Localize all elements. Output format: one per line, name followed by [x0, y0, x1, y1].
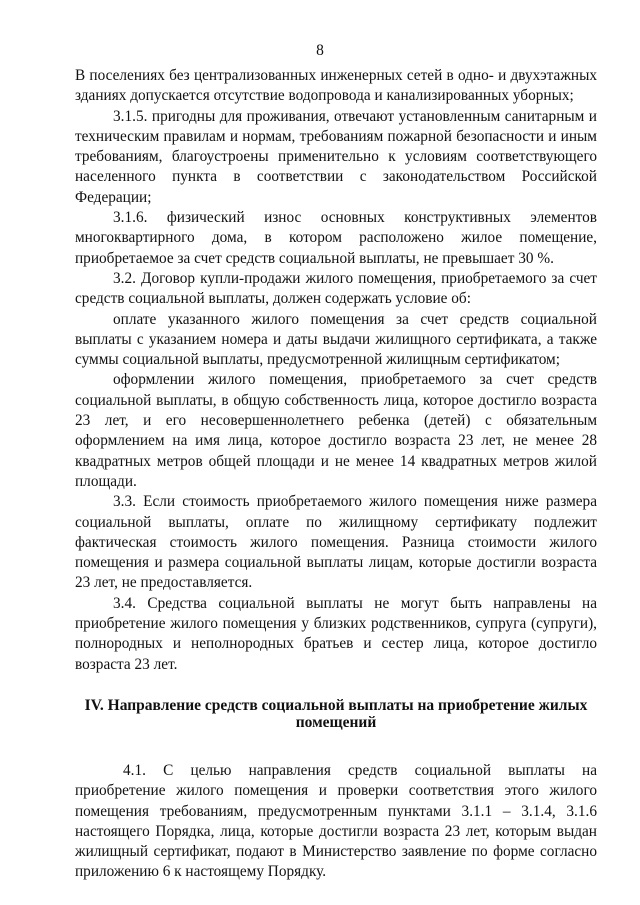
paragraph: 3.3. Если стоимость приобретаемого жилого помещения ниже размера социальной выплаты, оплате по жилищному сертификату подлежит фактическая стоимость жилого помещения. Разница стоимости жилого помещения и размера социальной выплаты лицам, которые достигли возраста 23 лет, не предоставляется. [75, 493, 597, 592]
document-body [75, 66, 597, 883]
page-number: 8 [316, 42, 324, 59]
paragraph: 3.1.6. физический износ основных конструктивных элементов многоквартирного дома, в котором расположено жилое помещение, приобретаемое за счет средств социальной выплаты, не превышает 30 %. [75, 209, 597, 267]
paragraph: 3.4. Средства социальной выплаты не могут быть направлены на приобретение жилого помещения у близких родственников, супруга (супруги), полнородных и неполнородных братьев и сестер лица, которое достигло возраста 23 лет. [75, 594, 597, 673]
paragraph: 3.2. Договор купли-продажи жилого помещения, приобретаемого за счет средств социальной выплаты, должен содержать условие об: [75, 269, 597, 308]
paragraph: В поселениях без централизованных инженерных сетей в одно- и двухэтажных зданиях допускается отсутствие водопровода и канализированных уборных; [75, 67, 597, 105]
paragraph: оплате указанного жилого помещения за счет средств социальной выплаты с указанием номера и даты выдачи жилищного сертификата, а также суммы социальной выплаты, предусмотренной жилищным сертификатом; [75, 310, 597, 369]
paragraph: 3.1.5. пригодны для проживания, отвечают установленным санитарным и техническим правилам и нормам, требованиям пожарной безопасности и иным требованиям, благоустроены применительно к условиям соответствующего населенного пункта в соответствии с законодательством Российской Федерации; [75, 107, 597, 206]
section-heading: IV. Направление средств социальной выплаты на приобретение жилых помещений [84, 696, 588, 731]
paragraph: оформлении жилого помещения, приобретаемого за счет средств социальной выплаты, в общую собственность лица, которое достигло возраста 23 лет, и его несовершеннолетнего ребенка (детей) с обязательным оформлением на имя лица, которое достигло возраста 23 лет, не менее 28 квадратных метров общей площади и не менее 14 квадратных метров жилой площади. [75, 371, 597, 490]
paragraph: 4.1. С целью направления средств социальной выплаты на приобретение жилого помещения и проверки соответствия этого жилого помещения требованиям, предусмотренным пунктами 3.1.1 – 3.1.4, 3.1.6 настоящего Порядка, лица, которые достигли возраста 23 лет, которым выдан жилищный сертификат, подают в Министерство заявление по форме согласно приложению 6 к настоящему Порядку. [75, 761, 597, 881]
